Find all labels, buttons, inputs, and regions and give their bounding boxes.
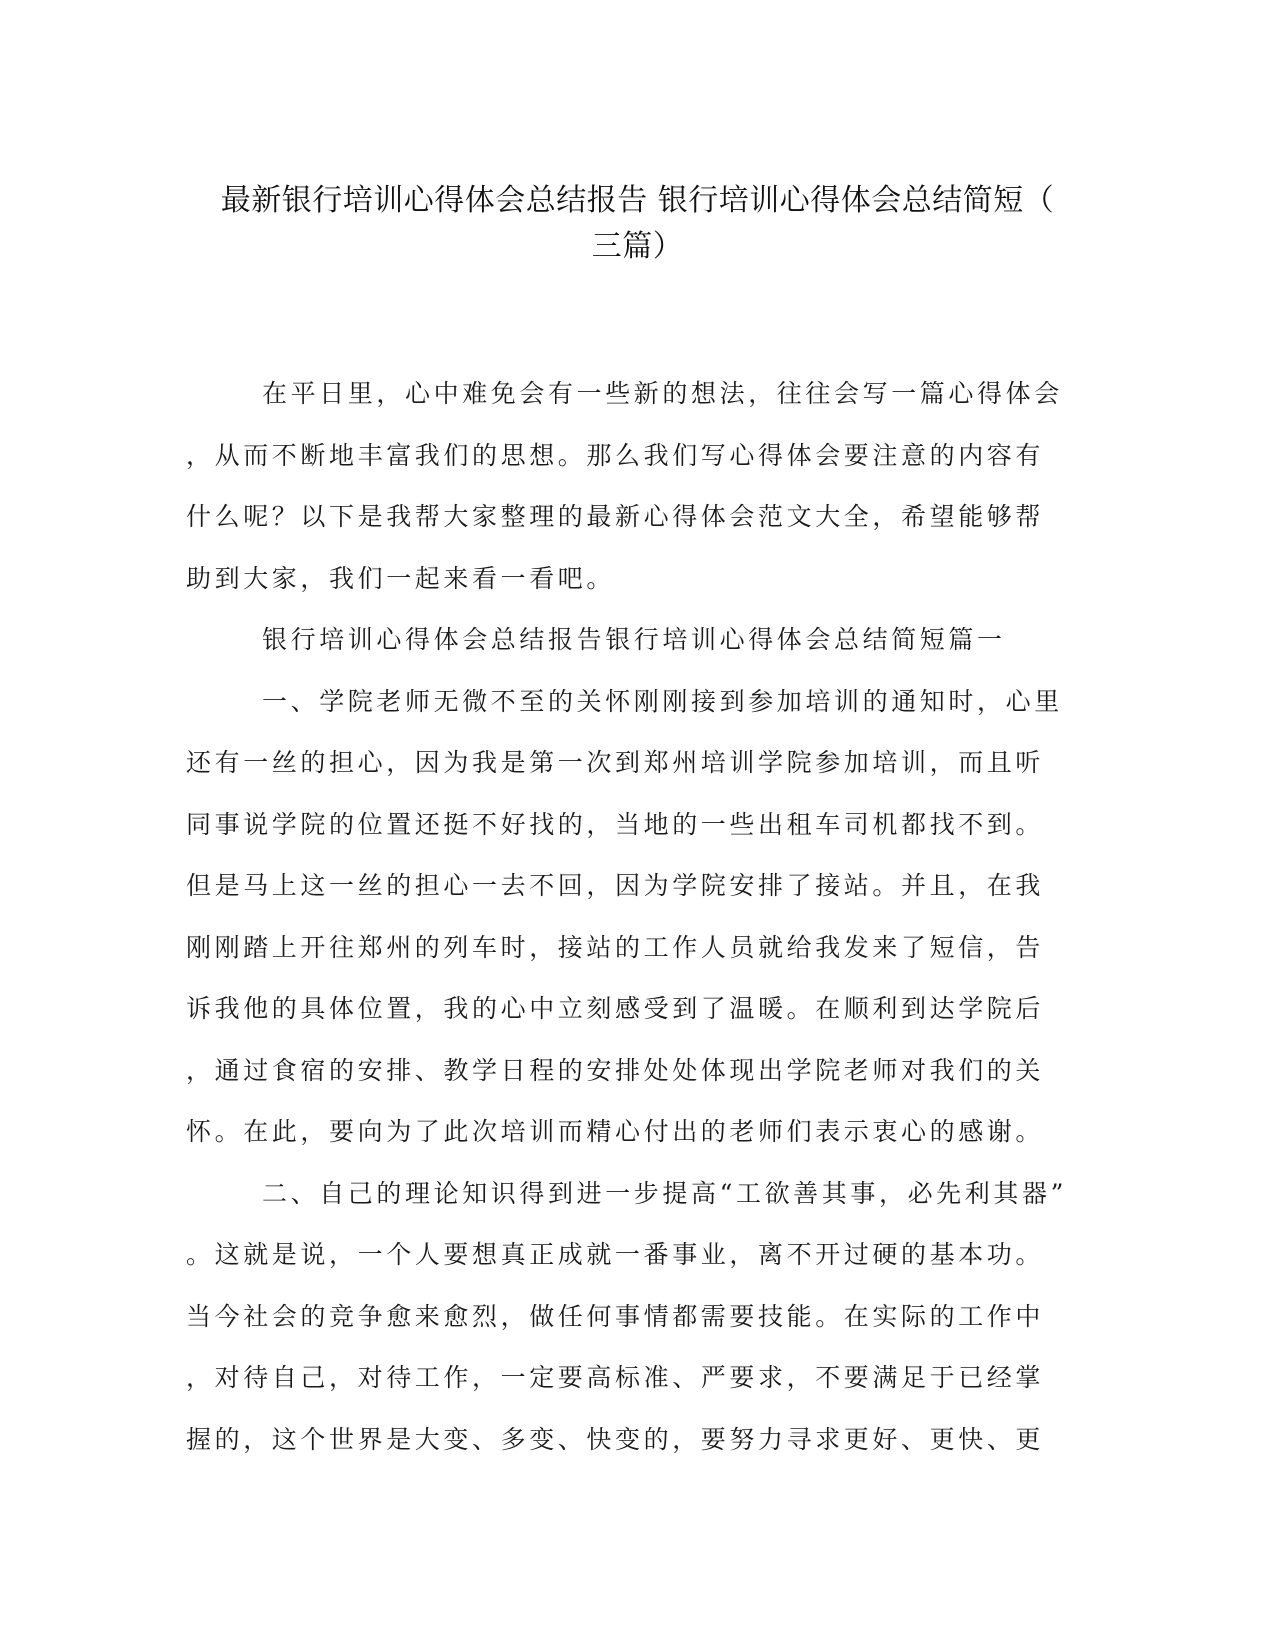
section-heading: 银行培训心得体会总结报告银行培训心得体会总结简短篇一 <box>262 625 1006 654</box>
body-line: 。这就是说，一个人要想真正成就一番事业，离不开过硬的基本功。 <box>186 1240 1045 1269</box>
document-title <box>150 178 1125 270</box>
body-line: 怀。在此，要向为了此次培训而精心付出的老师们表示衷心的感谢。 <box>186 1117 1045 1146</box>
body-line: ，对待自己，对待工作，一定要高标准、严要求，不要满足于已经掌 <box>186 1363 1045 1392</box>
body-line: ，通过食宿的安排、教学日程的安排处处体现出学院老师对我们的关 <box>186 1055 1045 1085</box>
body-line: 一、学院老师无微不至的关怀刚刚接到参加培训的通知时，心里 <box>262 686 1063 716</box>
body-line: 握的，这个世界是大变、多变、快变的，要努力寻求更好、更快、更 <box>186 1424 1045 1454</box>
body-line: 在平日里，心中难免会有一些新的想法，往往会写一篇心得体会 <box>262 379 1063 408</box>
body-line: ，从而不断地丰富我们的思想。那么我们写心得体会要注意的内容有 <box>186 440 1045 470</box>
body-line: 还有一丝的担心，因为我是第一次到郑州培训学院参加培训，而且听 <box>186 748 1045 777</box>
body-line: 当今社会的竞争愈来愈烈，做任何事情都需要技能。在实际的工作中 <box>186 1301 1045 1331</box>
body-line: 什么呢？以下是我帮大家整理的最新心得体会范文大全，希望能够帮 <box>186 502 1045 531</box>
body-line: 刚刚踏上开往郑州的列车时，接站的工作人员就给我发来了短信，告 <box>186 932 1045 962</box>
body-line: 同事说学院的位置还挺不好找的，当地的一些出租车司机都找不到。 <box>186 809 1045 839</box>
body-line: 二、自己的理论知识得到进一步提高“工欲善其事，必先利其器” <box>262 1178 1067 1208</box>
body-line: 但是马上这一丝的担心一去不回，因为学院安排了接站。并且，在我 <box>186 871 1045 900</box>
document-body <box>186 363 1076 1470</box>
body-line: 助到大家，我们一起来看一看吧。 <box>186 563 616 593</box>
body-line: 诉我他的具体位置，我的心中立刻感受到了温暖。在顺利到达学院后 <box>186 994 1045 1023</box>
title-line-1: 最新银行培训心得体会总结报告 银行培训心得体会总结简短（ <box>220 183 1055 218</box>
title-line-2: 三篇） <box>591 229 684 264</box>
